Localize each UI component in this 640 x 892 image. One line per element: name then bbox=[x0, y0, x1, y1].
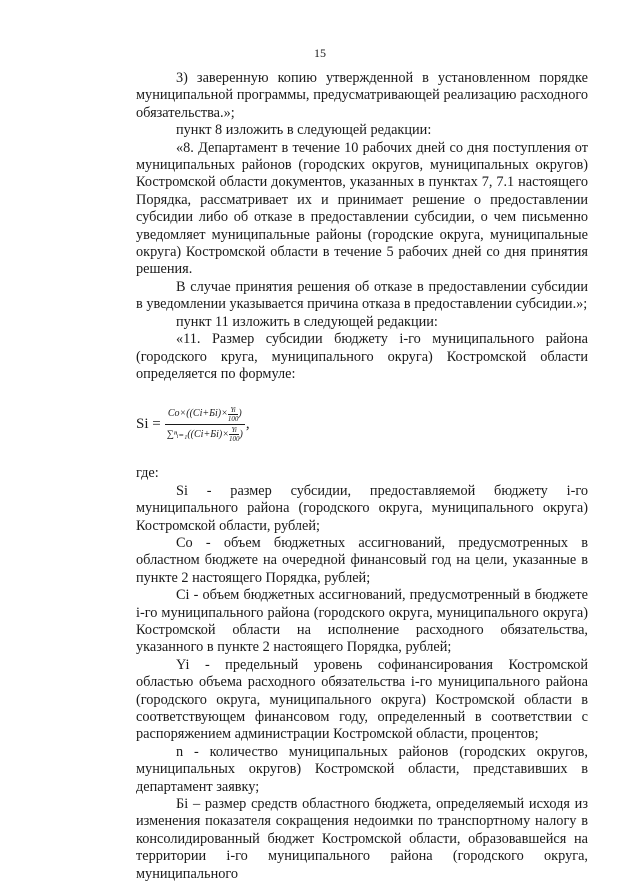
subsidy-formula bbox=[136, 397, 588, 451]
where-label: где: bbox=[136, 465, 159, 482]
denominator-suffix: ) bbox=[239, 428, 243, 440]
definition-n: n - количество муниципальных районов (городских округов, муниципальных округов) Костромской области, представивших в департамент заявку; bbox=[136, 743, 588, 795]
definition-yi: Yi - предельный уровень софинансирования Костромской областью объема расходного обязательства i-го муниципального района (городского округа, муниципального округа) Костромской области в соответствующем финансовом году, определенный в соответствии с распоряжением администрации Костромской области, процентов; bbox=[136, 656, 588, 743]
paragraph: пункт 11 изложить в следующей редакции: bbox=[176, 313, 438, 330]
paragraph: В случае принятия решения об отказе в предоставлении субсидии в уведомлении указывается причина отказа в предоставлении субсидии.»; bbox=[136, 278, 588, 313]
denominator-prefix: ∑ⁿᵢ₌₁((Ci+Бi)× bbox=[166, 428, 229, 440]
definition-ci: Ci - объем бюджетных ассигнований, предусмотренный в бюджете i-го муниципального района (городского округа, муниципального округа) Костромской области на исполнение расходного обязательства, указанного в пункте 2 настоящего Порядка, рублей; bbox=[136, 587, 588, 656]
paragraph: «11. Размер субсидии бюджету i-го муниципального района (городского круга, муниципального округа) Костромской области определяется по формуле: bbox=[136, 331, 588, 382]
paragraph: пункт 8 изложить в следующей редакции: bbox=[176, 122, 432, 139]
definition-si: Si - размер субсидии, предоставляемой бюджету i-го муниципального района (городского округа, муниципального округа) Костромской области, рублей; bbox=[136, 482, 588, 534]
inner-numerator: Yi bbox=[230, 405, 236, 414]
formula-tail: , bbox=[245, 415, 250, 432]
numerator-suffix: ) bbox=[238, 408, 242, 420]
inner-denominator: 100 bbox=[227, 414, 239, 423]
inner-numerator: Yi bbox=[231, 426, 237, 435]
paragraph: 3) заверенную копию утвержденной в установленном порядке муниципальной программы, предусматривающей реализацию расходного обязательства.»; bbox=[136, 70, 588, 121]
formula-denominator bbox=[165, 426, 245, 443]
formula-numerator bbox=[166, 405, 244, 422]
formula-fraction bbox=[165, 405, 245, 443]
page-number: 15 bbox=[314, 46, 326, 60]
definition-co: Co - объем бюджетных ассигнований, предусмотренных в областном бюджете на очередной финансовый год на цели, указанные в пункте 2 настоящего Порядка, рублей; bbox=[136, 534, 588, 586]
inner-fraction bbox=[228, 426, 243, 444]
fraction-bar bbox=[165, 424, 245, 425]
inner-fraction bbox=[227, 405, 242, 423]
inner-denominator: 100 bbox=[228, 435, 240, 444]
formula-lhs: Si = bbox=[136, 415, 161, 432]
numerator-prefix: Co×((Ci+Бi)× bbox=[167, 408, 228, 420]
paragraph: «8. Департамент в течение 10 рабочих дней со дня поступления от муниципальных районов (городских округов, муниципальных округов) Костромской области документов, указанных в пунктах 7, 7.1 настоящего Порядка, рассматривает их и принимает решение о предоставлении субсидии либо об отказе в предоставлении субсидии, о чем письменно уведомляет муниципальные районы (городские округа, муниципальные округа) Костромской области в течение 5 рабочих дней со дня принятия решения. bbox=[136, 139, 588, 278]
definition-bi: Бi – размер средств областного бюджета, определяемый исходя из изменения показателя сокращения недоимки по транспортному налогу в консолидированный бюджет Костромской области, образовавшейся на территории i-го муниципального района (городского округа, муниципального bbox=[136, 796, 588, 882]
document-body bbox=[136, 70, 588, 883]
